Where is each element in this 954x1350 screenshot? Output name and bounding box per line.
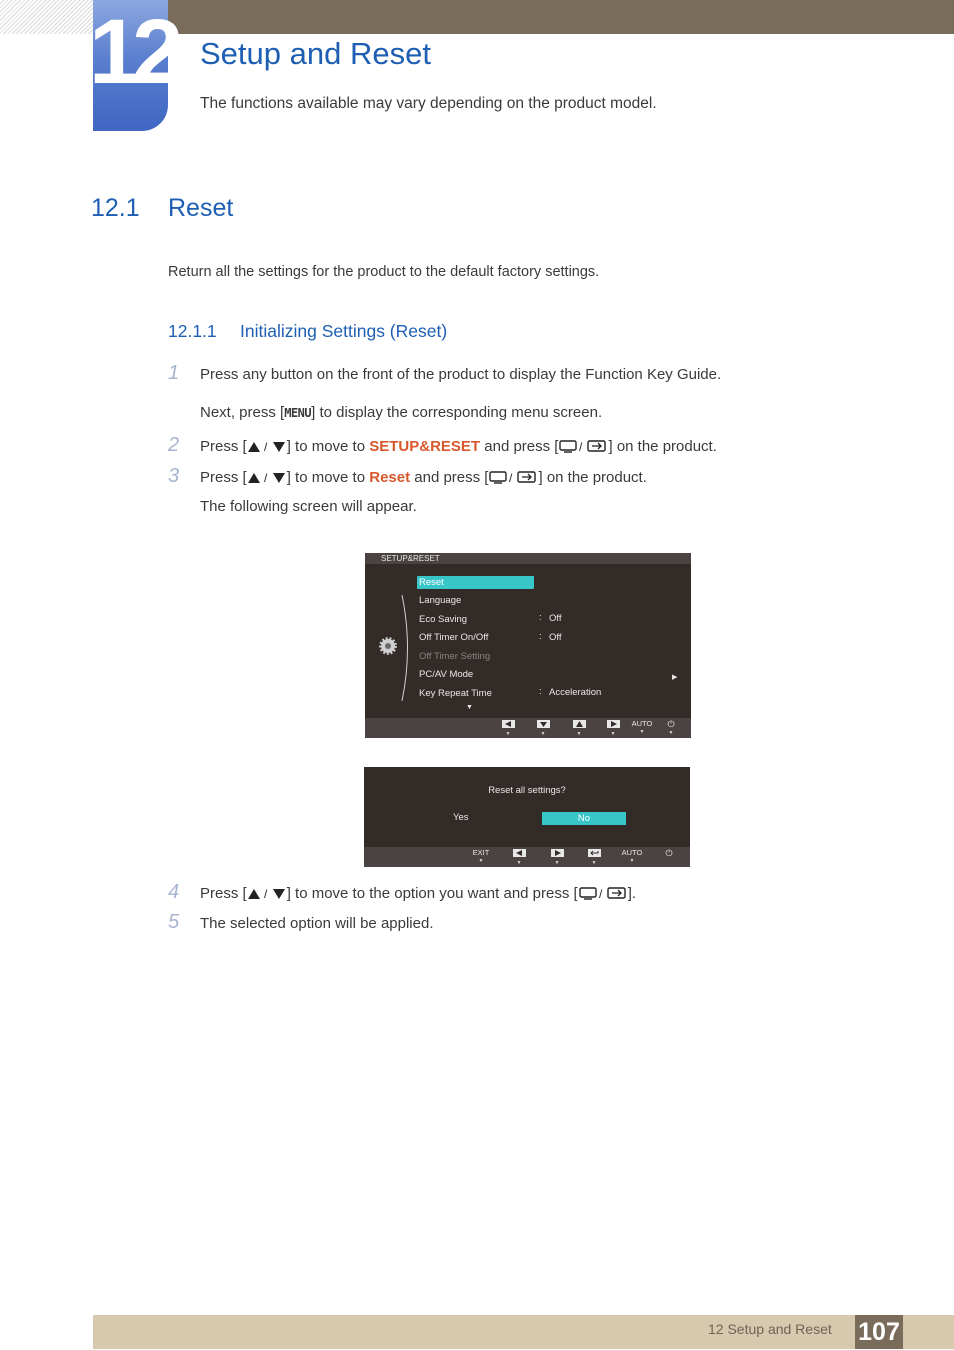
left-key-icon[interactable]: ▼ — [507, 849, 531, 866]
osd-menu-item-off-timer-onoff[interactable]: Off Timer On/Off — [419, 632, 489, 643]
down-key-icon[interactable]: ▼ — [531, 720, 555, 737]
enter-source-icon — [558, 439, 608, 453]
osd-dialog-function-key-bar — [364, 847, 690, 867]
header-hatch-pattern — [0, 0, 93, 34]
text-fragment: ] on the product. — [538, 469, 647, 486]
header-band — [168, 0, 954, 34]
exit-key-label: EXIT — [472, 848, 490, 857]
osd-menu-item-reset[interactable]: Reset — [419, 577, 444, 588]
osd-dialog-yes-option[interactable]: Yes — [453, 812, 469, 823]
left-key-icon[interactable]: ▼ — [496, 720, 520, 737]
text-fragment: Next, press [ — [200, 404, 285, 421]
auto-key-label: AUTO — [631, 719, 653, 728]
svg-text:/: / — [579, 440, 583, 454]
text-fragment: and press [ — [410, 469, 489, 486]
text-fragment: ] to move to — [286, 438, 370, 455]
osd-menu-title: SETUP&RESET — [381, 554, 440, 563]
step-1-text: Press any button on the front of the product to display the Function Key Guide. — [200, 366, 722, 383]
auto-key-label: AUTO — [621, 848, 643, 857]
svg-text:/: / — [263, 440, 268, 454]
up-key-icon[interactable]: ▼ — [567, 720, 591, 737]
svg-text:/: / — [263, 471, 268, 485]
setup-reset-highlight: SETUP&RESET — [369, 438, 481, 455]
svg-text:/: / — [263, 887, 268, 901]
power-icon[interactable]: ⏻ — [665, 848, 673, 858]
right-key-icon[interactable]: ▼ — [601, 720, 625, 737]
enter-source-icon — [488, 470, 538, 484]
right-key-icon[interactable]: ▼ — [545, 849, 569, 866]
step-number-2: 2 — [168, 434, 180, 456]
osd-value-off-timer-onoff: Off — [549, 632, 562, 643]
osd-menu-curve-decoration — [399, 593, 413, 703]
text-fragment: Press [ — [200, 438, 247, 455]
power-icon[interactable]: ⏻ ▼ — [667, 719, 675, 736]
menu-key-label: MENU — [284, 406, 312, 420]
step-5-text: The selected option will be applied. — [200, 915, 434, 932]
svg-text:/: / — [509, 471, 513, 485]
auto-key[interactable]: AUTO ▼ — [631, 719, 653, 735]
step-number-4: 4 — [168, 881, 180, 903]
text-fragment: ] to display the corresponding menu screen. — [311, 404, 603, 421]
osd-right-arrow-icon: ▶ — [672, 674, 678, 681]
osd-dialog-question: Reset all settings? — [488, 785, 566, 796]
chapter-subtitle: The functions available may vary depending on the product model. — [200, 95, 657, 112]
step-3-following-text: The following screen will appear. — [200, 498, 417, 515]
svg-text:/: / — [598, 887, 603, 901]
osd-menu-item-off-timer-setting: Off Timer Setting — [419, 651, 491, 662]
step-3-text — [200, 469, 647, 486]
text-fragment: ] to move to — [286, 469, 370, 486]
osd-menu-item-language[interactable]: Language — [419, 595, 462, 606]
osd-down-arrow-icon: ▼ — [466, 704, 473, 711]
text-fragment: and press [ — [480, 438, 559, 455]
step-4-text — [200, 885, 636, 902]
text-fragment: Press [ — [200, 885, 247, 902]
osd-menu-item-eco-saving[interactable]: Eco Saving — [419, 614, 468, 625]
osd-colon: : — [539, 686, 542, 697]
step-1-next-text — [200, 404, 602, 421]
text-fragment: ] on the product. — [608, 438, 717, 455]
text-fragment: ] to move to the option you want and press [ — [286, 885, 578, 902]
chapter-number-block — [89, 0, 176, 131]
gear-icon — [379, 637, 397, 655]
up-down-arrow-icon — [247, 440, 287, 453]
osd-menu-item-key-repeat-time[interactable]: Key Repeat Time — [419, 688, 492, 699]
osd-menu-item-pc-av-mode[interactable]: PC/AV Mode — [419, 669, 474, 680]
page-number: 107 — [855, 1315, 903, 1349]
chapter-number: 12 — [89, 1, 176, 103]
up-down-arrow-icon — [247, 887, 287, 900]
auto-key[interactable]: AUTO ▼ — [621, 848, 643, 864]
section-number: 12.1 — [91, 194, 140, 222]
chapter-title: Setup and Reset — [200, 36, 431, 71]
osd-setup-reset-menu — [365, 553, 691, 738]
step-number-3: 3 — [168, 465, 180, 487]
enter-key-icon[interactable]: ▼ — [582, 849, 606, 866]
enter-source-icon — [578, 886, 628, 900]
osd-value-key-repeat-time: Acceleration — [549, 687, 602, 698]
step-number-1: 1 — [168, 362, 180, 384]
osd-value-eco-saving: Off — [549, 613, 562, 624]
up-down-arrow-icon — [247, 471, 287, 484]
exit-key[interactable]: EXIT ▼ — [472, 848, 490, 864]
subsection-number: 12.1.1 — [168, 321, 217, 341]
step-2-text — [200, 438, 717, 455]
osd-colon: : — [539, 612, 542, 623]
text-fragment: ]. — [627, 885, 637, 902]
osd-menu-header — [365, 553, 691, 564]
section-description: Return all the settings for the product to the default factory settings. — [168, 264, 600, 280]
subsection-title: Initializing Settings (Reset) — [240, 321, 448, 341]
osd-dialog-no-option[interactable]: No — [542, 812, 626, 825]
step-number-5: 5 — [168, 911, 180, 933]
section-title: Reset — [168, 194, 234, 222]
footer-chapter-label: 12 Setup and Reset — [708, 1321, 832, 1337]
osd-reset-dialog — [364, 767, 690, 867]
osd-colon: : — [539, 631, 542, 642]
osd-function-key-bar — [365, 718, 691, 738]
text-fragment: Press [ — [200, 469, 247, 486]
reset-highlight: Reset — [369, 469, 411, 486]
